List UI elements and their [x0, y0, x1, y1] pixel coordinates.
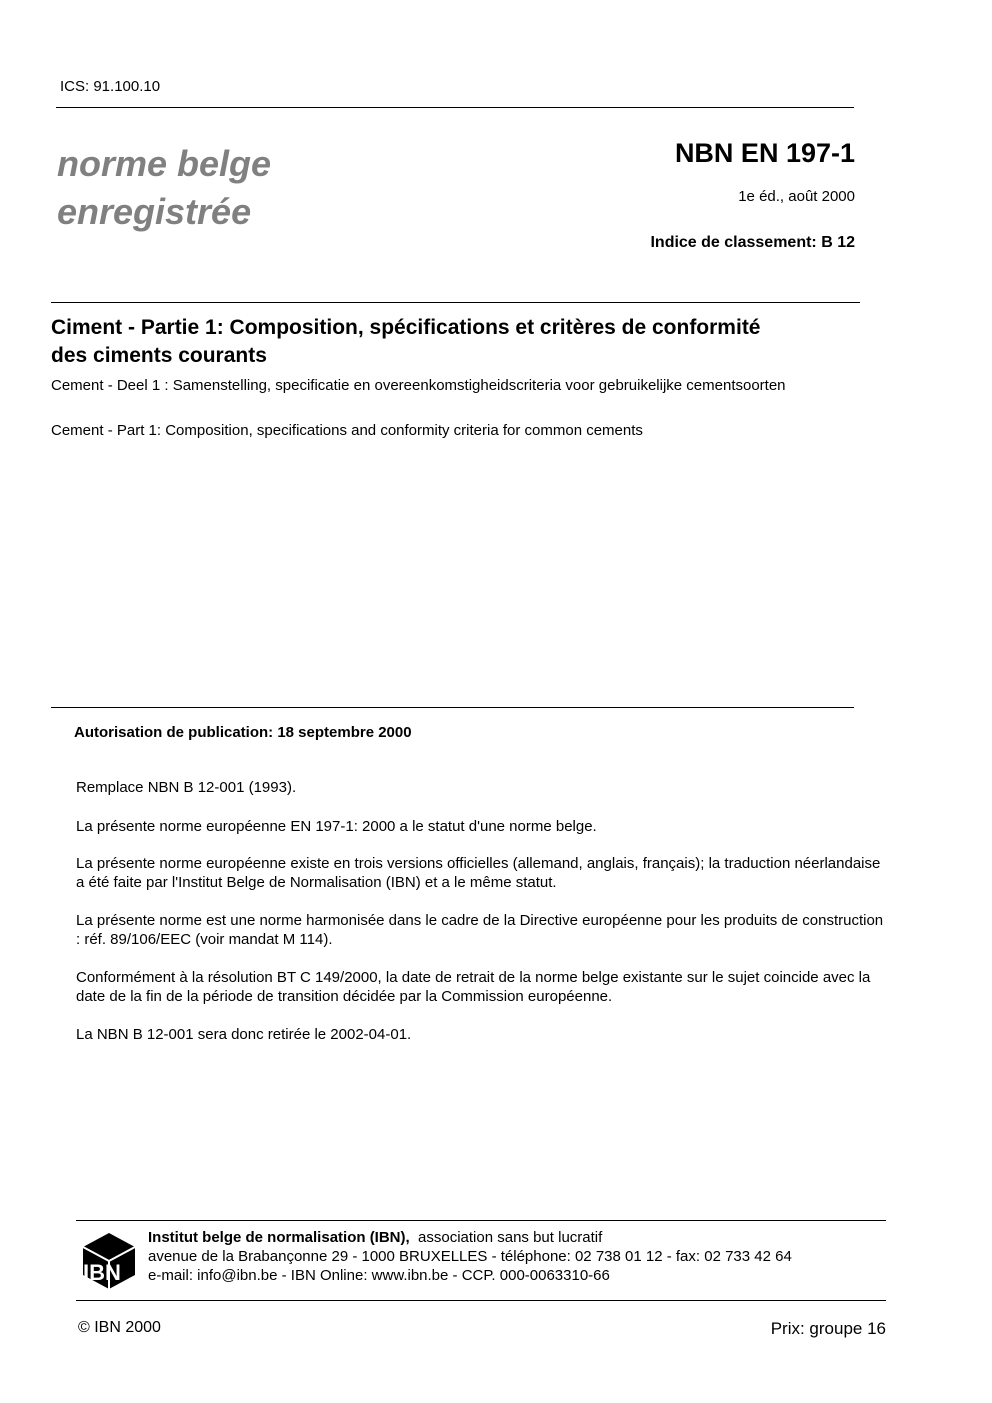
- ics-code: ICS: 91.100.10: [60, 78, 161, 95]
- body-divider: [51, 707, 854, 708]
- paragraph-harmonised: La présente norme est une norme harmonisée dans le cadre de la Directive européenne pour les produits de construction : réf. 89/106/EEC (voir mandat M 114).: [76, 912, 884, 948]
- brand-line-1: norme belge: [57, 143, 272, 184]
- title-english: Cement - Part 1: Composition, specifications and conformity criteria for common cements: [51, 422, 643, 439]
- registered-standard-label: [57, 140, 271, 236]
- paragraph-versions: La présente norme européenne existe en trois versions officielles (allemand, anglais, français); la traduction néerlandaise a été faite par l'Institut Belge de Normalisation (IBN) et a le même statut.: [76, 855, 881, 891]
- title-divider: [51, 302, 860, 303]
- paragraph-withdrawal-resolution: Conformément à la résolution BT C 149/2000, la date de retrait de la norme belge existante sur le sujet coincide avec la date de la fin de la période de transition décidée par la Commission européenne.: [76, 969, 871, 1005]
- institute-name: Institut belge de normalisation (IBN),: [148, 1229, 410, 1246]
- price-group: Prix: groupe 16: [770, 1319, 886, 1338]
- paragraph-withdrawal-date: La NBN B 12-001 sera donc retirée le 2002-04-01.: [76, 1026, 412, 1043]
- paragraph-replaces: Remplace NBN B 12-001 (1993).: [76, 779, 297, 796]
- institute-contact: e-mail: info@ibn.be - IBN Online: www.ibn.be - CCP. 000-0063310-66: [148, 1267, 610, 1284]
- paragraph-status: La présente norme européenne EN 197-1: 2000 a le statut d'une norme belge.: [76, 818, 597, 835]
- logo-letters: IBN: [83, 1260, 121, 1285]
- institute-contact-block: [148, 1228, 888, 1285]
- institute-type: association sans but lucratif: [418, 1229, 603, 1246]
- institute-line: [148, 1228, 888, 1247]
- title-dutch: Cement - Deel 1 : Samenstelling, specificatie en overeenkomstigheidscriteria voor gebruikelijke cementsoorten: [51, 377, 786, 394]
- publication-authorisation: Autorisation de publication: 18 septembre 2000: [74, 724, 412, 741]
- copyright-notice: © IBN 2000: [78, 1319, 161, 1336]
- footer-top-divider: [76, 1220, 886, 1221]
- header-divider: [56, 107, 854, 108]
- ibn-cube-logo-icon: [82, 1232, 136, 1290]
- institute-address: avenue de la Brabançonne 29 - 1000 BRUXELLES - téléphone: 02 738 01 12 - fax: 02 733 42 64: [148, 1248, 792, 1265]
- classification-index: Indice de classement: B 12: [650, 234, 855, 251]
- title-french: [51, 314, 871, 370]
- footer-bottom-divider: [76, 1300, 886, 1301]
- title-french-line-1: Ciment - Partie 1: Composition, spécifications et critères de conformité: [51, 316, 761, 339]
- brand-line-2: enregistrée: [57, 191, 252, 232]
- standard-number: NBN EN 197-1: [674, 138, 855, 168]
- title-french-line-2: des ciments courants: [51, 344, 267, 367]
- edition-date: 1e éd., août 2000: [738, 188, 855, 205]
